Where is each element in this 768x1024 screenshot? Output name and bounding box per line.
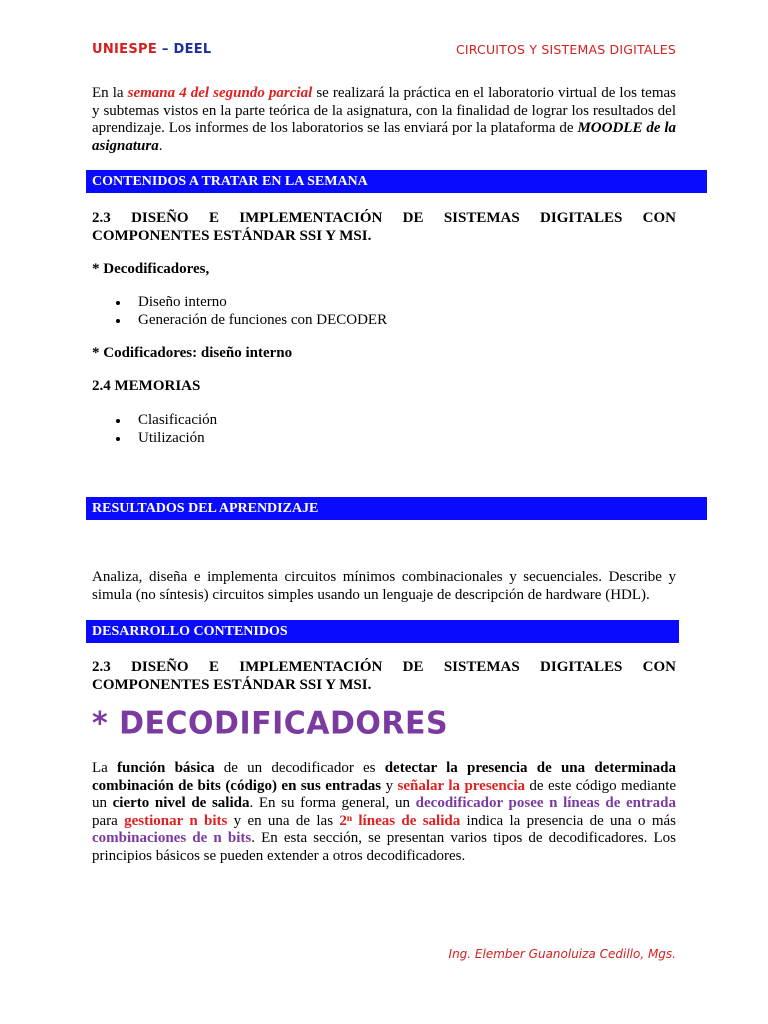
heading-word: DE: [402, 210, 424, 226]
list-item: Generación de funciones con DECODER: [112, 312, 387, 330]
heading-word: SISTEMAS: [443, 659, 520, 675]
heading-word: SISTEMAS: [443, 210, 520, 226]
heading-word: E: [208, 659, 219, 675]
heading-word: IMPLEMENTACIÓN: [239, 659, 383, 675]
heading-word: DISEÑO: [131, 659, 189, 675]
body-text: de este código mediante un: [92, 777, 677, 811]
body-text: La: [92, 760, 118, 776]
heading-word: DIGITALES: [540, 659, 623, 675]
header-separator: –: [157, 42, 174, 57]
body-text: indica la presencia de una o más: [460, 812, 677, 829]
heading-word: DIGITALES: [540, 210, 623, 226]
memorias-list: [112, 412, 217, 447]
section-2-3-heading: [92, 210, 676, 245]
footer-author: Ing. Elember Guanoluiza Cedillo, Mgs.: [448, 947, 676, 961]
body-red: gestionar n bits: [124, 812, 228, 829]
header-uniespe: UNIESPE: [92, 42, 158, 57]
header-left: [92, 42, 212, 57]
intro-week-highlight: semana 4 del segundo parcial: [127, 85, 313, 101]
resultados-bar: RESULTADOS DEL APRENDIZAJE: [86, 497, 707, 520]
body-text: . En su forma general, un: [249, 795, 416, 811]
decoder-body-paragraph: [92, 760, 676, 865]
intro-paragraph: [92, 85, 676, 155]
header-deel: DEEL: [173, 42, 212, 57]
intro-text-2: se realizará la práctica en el laboratorio virtual de los temas y subtemas vistos en la parte teórica de la asignatura, con la finalidad de lograr los resultados del aprendizaje. Los informes de los laboratorios se las enviará por la plataforma de: [92, 85, 676, 136]
memorias-subtitle: 2.4 MEMORIAS: [92, 378, 201, 394]
body-text: y: [381, 777, 398, 794]
heading-word: CON: [642, 210, 676, 226]
heading-word: CON: [642, 659, 676, 675]
decodificadores-list: [112, 294, 387, 329]
intro-text-1: En la: [92, 85, 128, 101]
decodificadores-subtitle: * Decodificadores,: [92, 261, 210, 277]
list-item: Diseño interno: [112, 294, 387, 312]
header-course-title: CIRCUITOS Y SISTEMAS DIGITALES: [455, 42, 676, 57]
body-red: 2ⁿ líneas de salida: [339, 812, 461, 829]
body-purple: decodificador posee n líneas de entrada: [415, 795, 676, 811]
contenidos-bar: CONTENIDOS A TRATAR EN LA SEMANA: [86, 170, 707, 193]
body-bold: función básica: [117, 760, 215, 776]
decodificadores-title: * DECODIFICADORES: [92, 705, 449, 742]
body-red: señalar la presencia: [397, 777, 525, 794]
body-purple: combinaciones de n bits: [92, 830, 252, 846]
codificadores-subtitle: * Codificadores: diseño interno: [92, 345, 293, 361]
heading-line-2: COMPONENTES ESTÁNDAR SSI Y MSI.: [92, 676, 372, 693]
body-bold: cierto nivel de salida: [112, 795, 250, 811]
list-item: Clasificación: [112, 412, 217, 430]
heading-word: DISEÑO: [131, 210, 189, 226]
body-bold: detectar la presencia de una determinada combinación de bits (código) en sus entradas: [92, 760, 676, 794]
heading-word: 2.3: [92, 210, 111, 226]
heading-word: IMPLEMENTACIÓN: [239, 210, 383, 226]
resultados-paragraph: Analiza, diseña e implementa circuitos mínimos combinacionales y secuenciales. Describe y simula (no síntesis) circuitos simples usando un lenguaje de descripción de hardware (HDL).: [92, 569, 676, 603]
body-text: y en una de las: [227, 812, 340, 829]
body-text: para: [92, 812, 125, 829]
body-text: de un decodificador es: [214, 760, 385, 776]
heading-word: 2.3: [92, 659, 111, 675]
intro-text-3: .: [158, 137, 163, 154]
desarrollo-bar: DESARROLLO CONTENIDOS: [86, 620, 679, 643]
list-item: Utilización: [112, 430, 217, 448]
heading-word: DE: [402, 659, 424, 675]
heading-word: E: [208, 210, 219, 226]
body-text: . En esta sección, se presentan varios tipos de decodificadores. Los principios básicos se pueden extender a otros decodificadores.: [92, 830, 676, 864]
section-2-3-heading-repeat: [92, 659, 676, 694]
intro-moodle: MOODLE de la asignatura: [92, 120, 677, 154]
heading-line-2: COMPONENTES ESTÁNDAR SSI Y MSI.: [92, 227, 372, 244]
